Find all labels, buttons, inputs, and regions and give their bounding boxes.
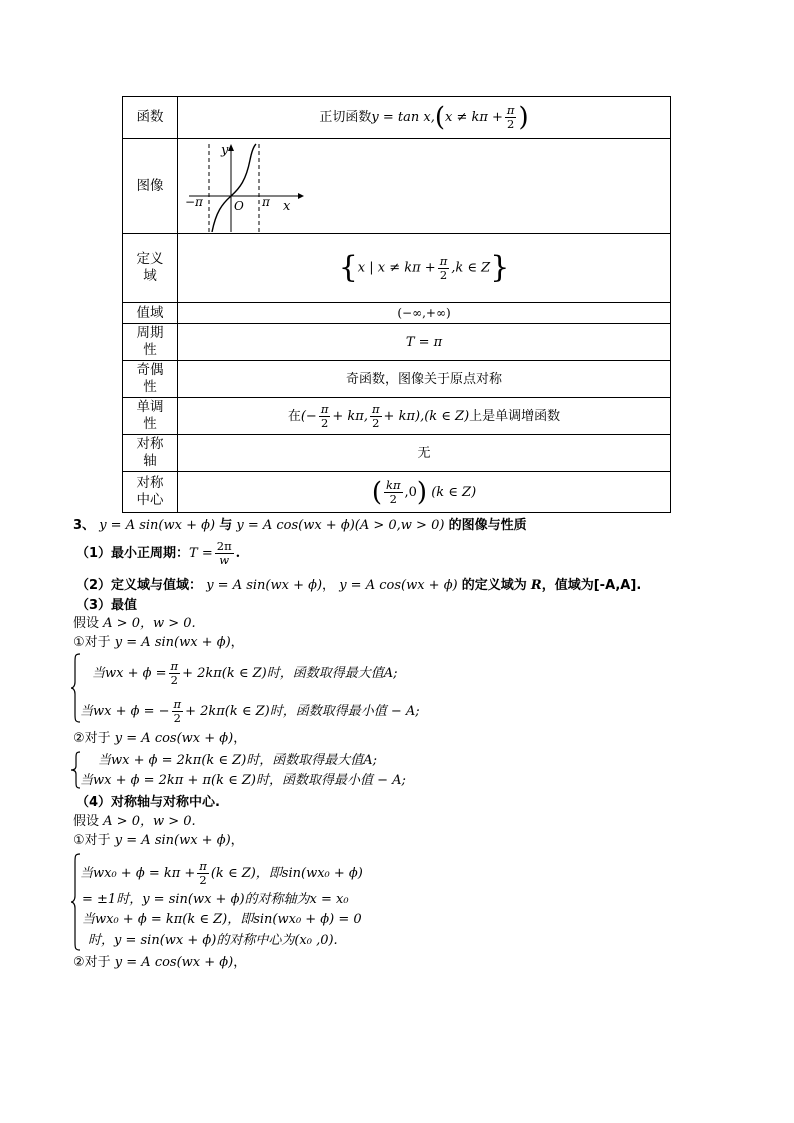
table-row-parity — [123, 361, 671, 398]
graph-y-label: y — [221, 143, 229, 158]
graph-neg-pi-label: −π — [185, 195, 203, 209]
content-graph — [178, 139, 671, 234]
tangent-graph — [184, 140, 314, 232]
content-parity: 奇函数，图像关于原点对称 — [178, 361, 671, 398]
case-sin-max: 当wx + ϕ = $\frac{\pi}{2}$ + 2kπ(k ∈ Z)时，函数取得最大值A; — [92, 659, 398, 687]
label-parity: 奇偶 性 — [123, 361, 178, 398]
content-symmetry-center: ( $\frac{k\pi}{2}$ ,0) (k ∈ Z) — [178, 472, 671, 513]
content-period: T = π — [178, 324, 671, 361]
tangent-properties-table — [122, 96, 671, 513]
label-range: 值域 — [123, 303, 178, 324]
case-sym-center-a: 当wx₀ + ϕ = kπ(k ∈ Z)，即sin(wx₀ + ϕ) = 0 — [82, 912, 362, 927]
label-period: 周期 性 — [123, 324, 178, 361]
label-graph: 图像 — [123, 139, 178, 234]
graph-pi-label: π — [262, 195, 270, 209]
content-function: 正切函数y = tan x,(x ≠ kπ + $\frac{\pi}{2}$ ) — [178, 97, 671, 139]
item3-line: ①对于 y = A sin(wx + ϕ)， — [73, 833, 244, 848]
section3-title: 3、 y = A sin(wx + ϕ) 与 y = A cos(wx + ϕ)(A > 0,w > 0) 的图像与性质 — [73, 518, 527, 533]
case-sym-center-b: 时，y = sin(wx + ϕ)的对称中心为(x₀ ,0). — [88, 933, 338, 948]
content-domain: {x | x ≠ kπ + $\frac{\pi}{2}$ ,k ∈ Z} — [178, 234, 671, 303]
table-row-period — [123, 324, 671, 361]
table-row-graph — [123, 139, 671, 234]
y-axis-arrow — [228, 144, 234, 151]
table-row-monotonicity — [123, 398, 671, 435]
x-axis-arrow — [298, 193, 304, 199]
symmetry-heading: （4）对称轴与对称中心. — [76, 795, 220, 810]
label-function: 函数 — [123, 97, 178, 139]
table-row-range — [123, 303, 671, 324]
table-row-symmetry-center — [123, 472, 671, 513]
label-symmetry-center: 对称 中心 — [123, 472, 178, 513]
content-monotonicity: 在(− $\frac{\pi}{2}$ + kπ, $\frac{\pi}{2}$ + kπ),(k ∈ Z)上是单调增函数 — [178, 398, 671, 435]
case-sym-axis-b: = ±1时，y = sin(wx + ϕ)的对称轴为x = x₀ — [82, 892, 349, 907]
case-cos-max: 当wx + ϕ = 2kπ(k ∈ Z)时，函数取得最大值A; — [98, 753, 378, 768]
table-row-domain — [123, 234, 671, 303]
graph-x-label: x — [283, 199, 291, 214]
label-symmetry-axis: 对称 轴 — [123, 435, 178, 472]
table-row-symmetry-axis — [123, 435, 671, 472]
assume-line-2: 假设 A > 0，w > 0. — [73, 814, 196, 829]
case-sym-axis-a: 当wx₀ + ϕ = kπ + $\frac{\pi}{2}$ (k ∈ Z)，即sin(wx₀ + ϕ) — [80, 859, 363, 887]
case-sin-min: 当wx + ϕ = − $\frac{\pi}{2}$ + 2kπ(k ∈ Z)时，函数取得最小值 − A; — [80, 697, 420, 725]
graph-origin-label: O — [234, 199, 244, 213]
period-line: （1）最小正周期：T = $\frac{2\pi}{w}$ . — [76, 539, 241, 567]
item2-line: ②对于 y = A cos(wx + ϕ)， — [73, 731, 247, 746]
extreme-heading: （3）最值 — [76, 598, 138, 613]
case-cos-min: 当wx + ϕ = 2kπ + π(k ∈ Z)时，函数取得最小值 − A; — [80, 773, 406, 788]
item1-line: ①对于 y = A sin(wx + ϕ)， — [73, 635, 244, 650]
item4-line: ②对于 y = A cos(wx + ϕ)， — [73, 955, 247, 970]
content-symmetry-axis: 无 — [178, 435, 671, 472]
label-monotonicity: 单调 性 — [123, 398, 178, 435]
label-domain: 定义 域 — [123, 234, 178, 303]
tangent-curve — [212, 144, 256, 232]
assume-line-1: 假设 A > 0，w > 0. — [73, 616, 196, 631]
domain-range-line: （2）定义域与值域： y = A sin(wx + ϕ)， y = A cos(wx + ϕ) 的定义域为 R，值域为[-A,A]. — [76, 578, 642, 593]
content-range: (−∞,+∞) — [178, 303, 671, 324]
table-row-function — [123, 97, 671, 139]
